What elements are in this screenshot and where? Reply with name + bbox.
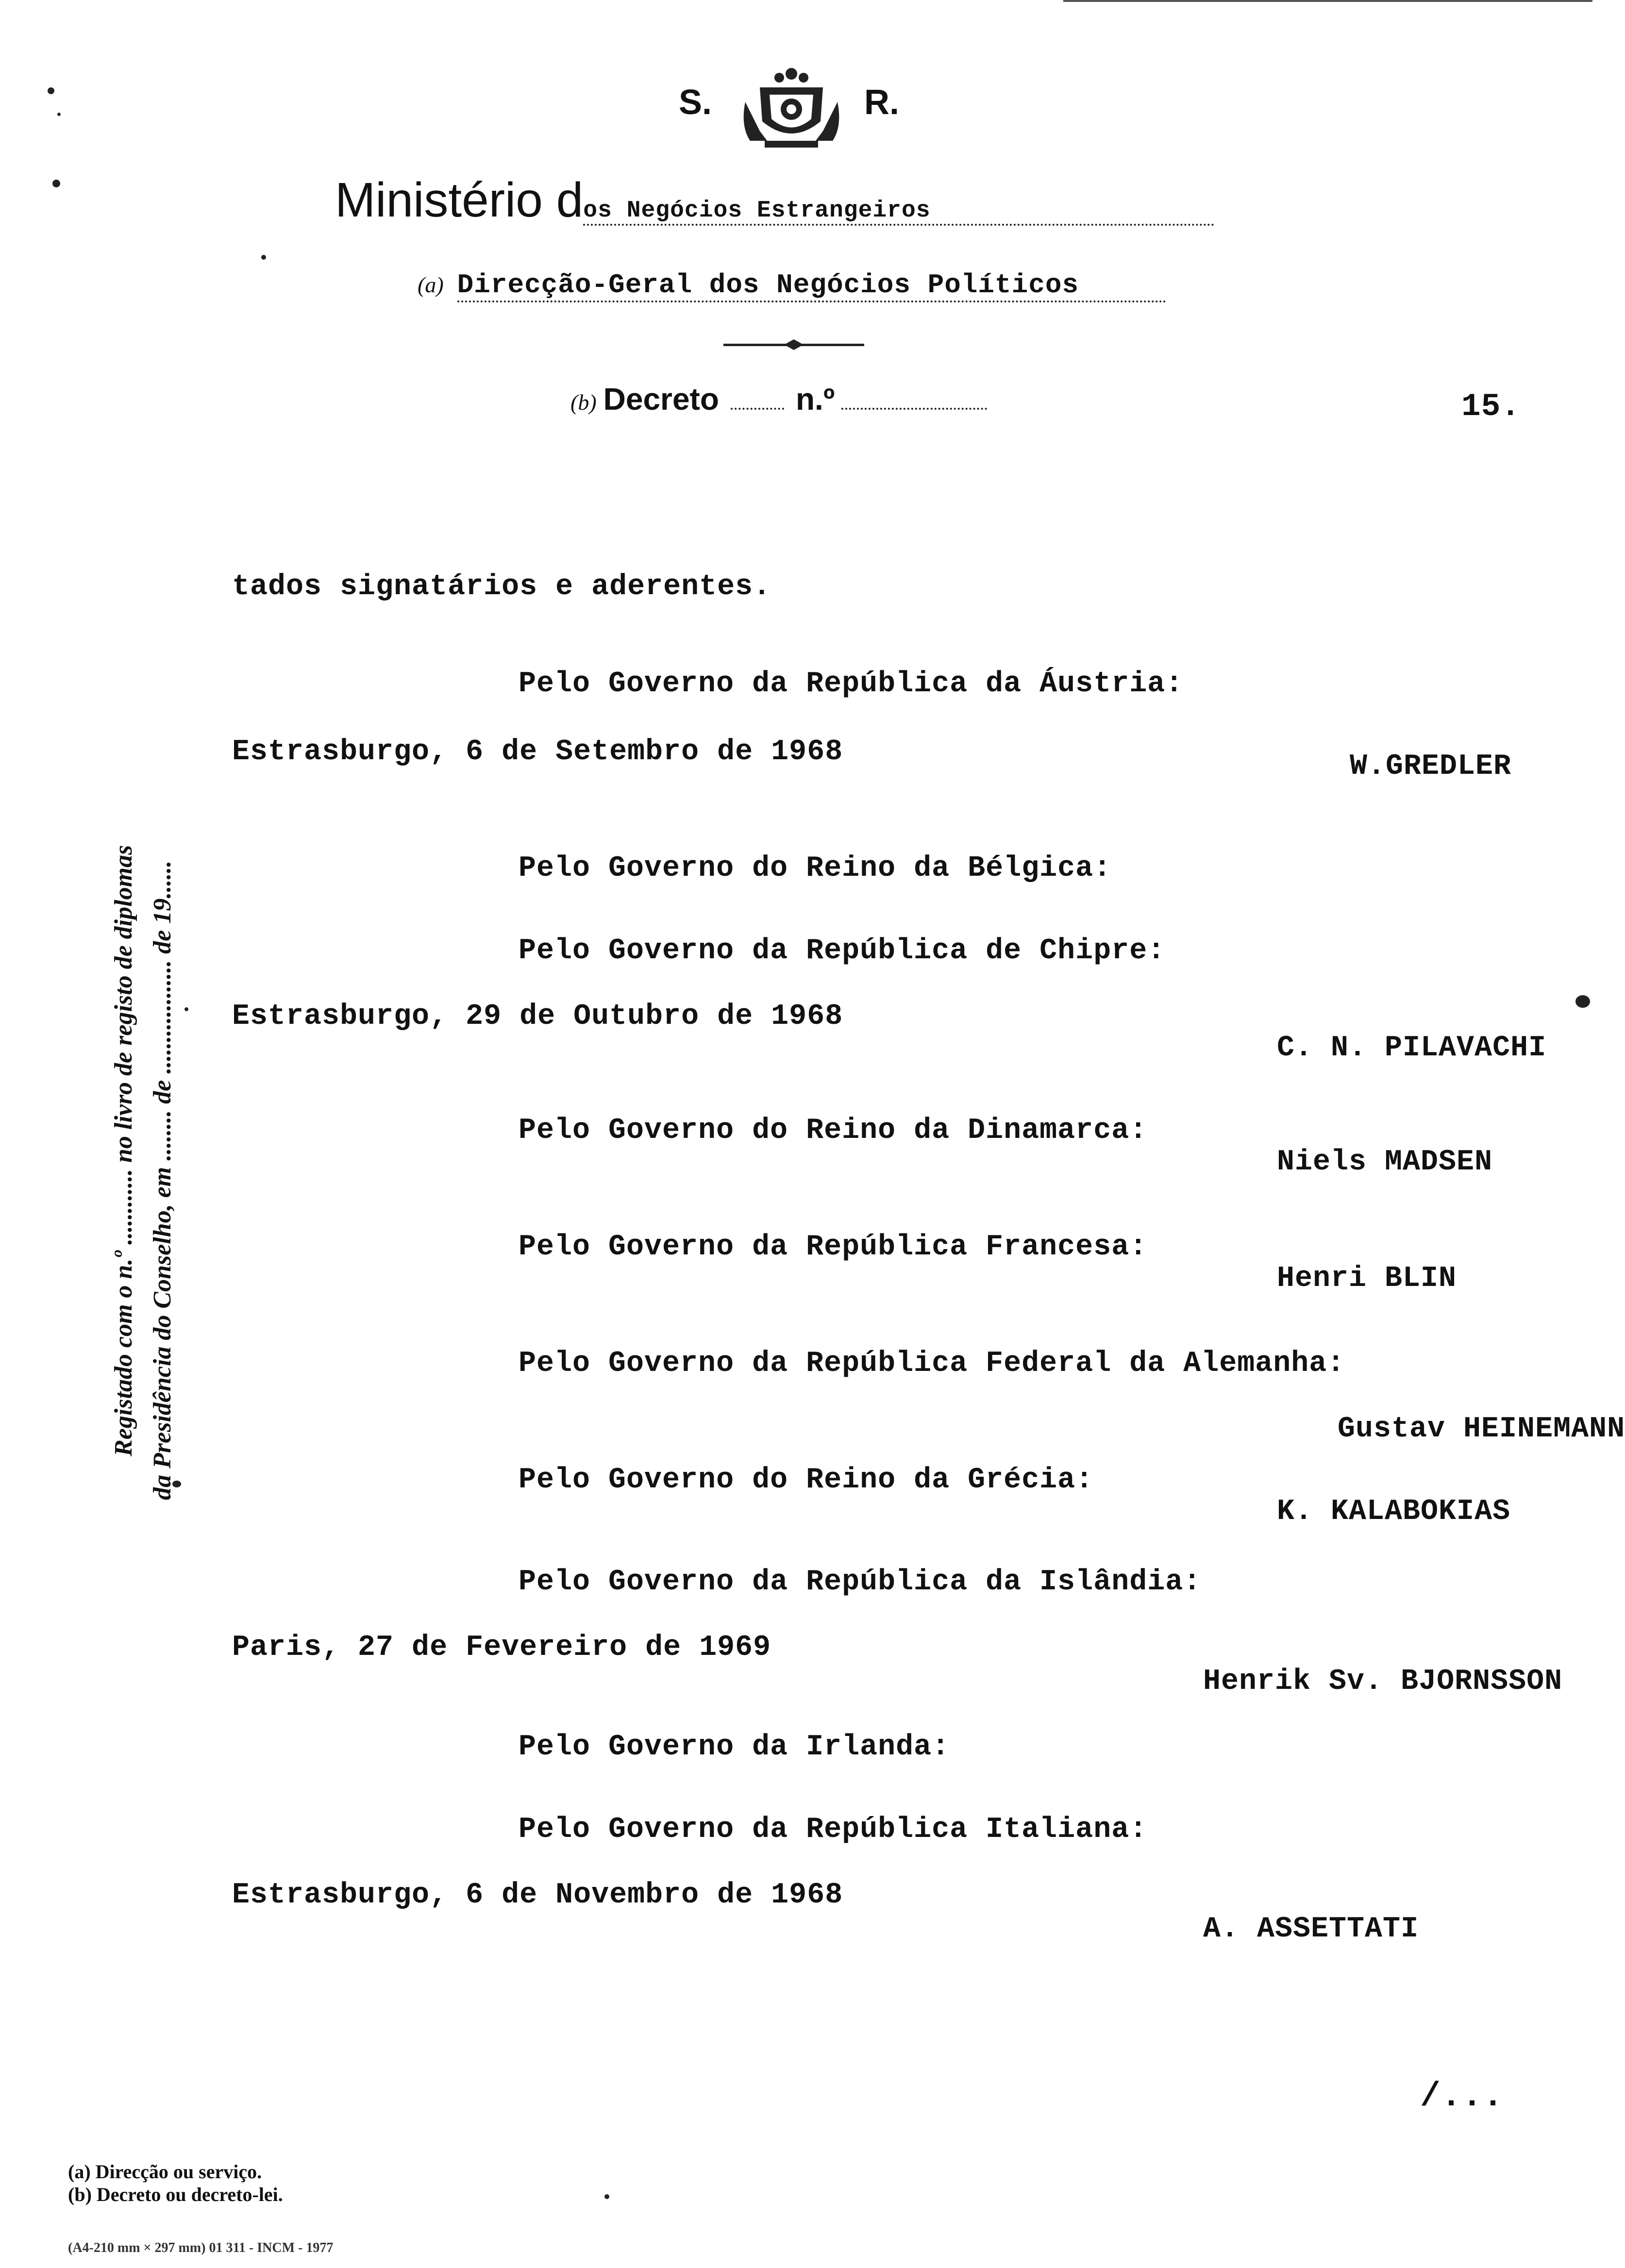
ministry-line (335, 172, 1214, 228)
top-edge-line (1063, 0, 1592, 2)
place-date-italy: Estrasburgo, 6 de Novembro de 1968 (232, 1879, 843, 1912)
signatory-italy: A. ASSETTATI (1203, 1913, 1419, 1946)
scan-speck (604, 2194, 609, 2199)
page-number: 15. (1461, 388, 1521, 425)
number-label: n.º (795, 382, 835, 417)
government-austria: Pelo Governo da República da Áustria: (519, 667, 1184, 700)
government-belgium: Pelo Governo do Reino da Bélgica: (519, 852, 1112, 885)
scan-speck (184, 1007, 188, 1011)
ministry-prefix: Ministério d (335, 173, 584, 227)
footnote-a: (a) Direcção ou serviço. (68, 2161, 262, 2183)
intro-text: tados signatários e aderentes. (232, 570, 771, 603)
place-date-cyprus: Estrasburgo, 29 de Outubro de 1968 (232, 1000, 843, 1033)
scan-speck (57, 113, 61, 116)
signatory-denmark: Niels MADSEN (1277, 1146, 1493, 1179)
footnote-b: (b) Decreto ou decreto-lei. (68, 2184, 283, 2205)
government-cyprus: Pelo Governo da República de Chipre: (519, 934, 1166, 967)
government-france: Pelo Governo da República Francesa: (519, 1231, 1148, 1264)
direction-line (418, 269, 1166, 302)
scan-speck (1575, 995, 1590, 1008)
sr-right: R. (864, 83, 899, 122)
ministry-name: os Negócios Estrangeiros (583, 198, 1214, 226)
number-blank (841, 408, 987, 410)
signatory-france: Henri BLIN (1277, 1262, 1457, 1295)
direction-name: Direcção-Geral dos Negócios Políticos (457, 269, 1166, 302)
signatory-greece: K. KALABOKIAS (1277, 1495, 1511, 1528)
decree-marker: (b) (570, 390, 597, 415)
scan-speck (52, 180, 60, 187)
ornament-divider-icon (723, 337, 864, 354)
sr-left: S. (679, 83, 712, 122)
scan-speck (48, 87, 54, 94)
margin-registration-line: Registado com o n.º ............ no livro de registo de diplomas (110, 845, 137, 1456)
signatory-cyprus: C. N. PILAVACHI (1277, 1032, 1547, 1065)
signatory-germany: Gustav HEINEMANN (1338, 1413, 1625, 1446)
government-iceland: Pelo Governo da República da Islândia: (519, 1566, 1202, 1599)
margin-council-line: da Presidência do Conselho, em ........ de .................. de 19...... (149, 860, 176, 1500)
government-ireland: Pelo Governo da Irlanda: (519, 1731, 950, 1764)
government-greece: Pelo Governo do Reino da Grécia: (519, 1464, 1094, 1497)
signatory-austria: W.GREDLER (1350, 750, 1512, 783)
decree-line (570, 381, 987, 417)
direction-marker: (a) (418, 272, 444, 297)
decree-blank (731, 408, 784, 410)
place-date-austria: Estrasburgo, 6 de Setembro de 1968 (232, 735, 843, 768)
continuation-mark: /... (1420, 2078, 1504, 2116)
coat-of-arms-icon (740, 68, 842, 153)
place-date-iceland: Paris, 27 de Fevereiro de 1969 (232, 1631, 771, 1664)
signatory-iceland: Henrik Sv. BJORNSSON (1203, 1665, 1563, 1698)
government-germany: Pelo Governo da República Federal da Alemanha: (519, 1347, 1345, 1380)
government-denmark: Pelo Governo do Reino da Dinamarca: (519, 1114, 1148, 1147)
scan-speck (261, 255, 266, 260)
government-italy: Pelo Governo da República Italiana: (519, 1813, 1148, 1846)
print-code-line: (A4-210 mm × 297 mm) 01 311 - INCM - 1977 (68, 2240, 334, 2255)
decree-label: Decreto (603, 382, 719, 417)
